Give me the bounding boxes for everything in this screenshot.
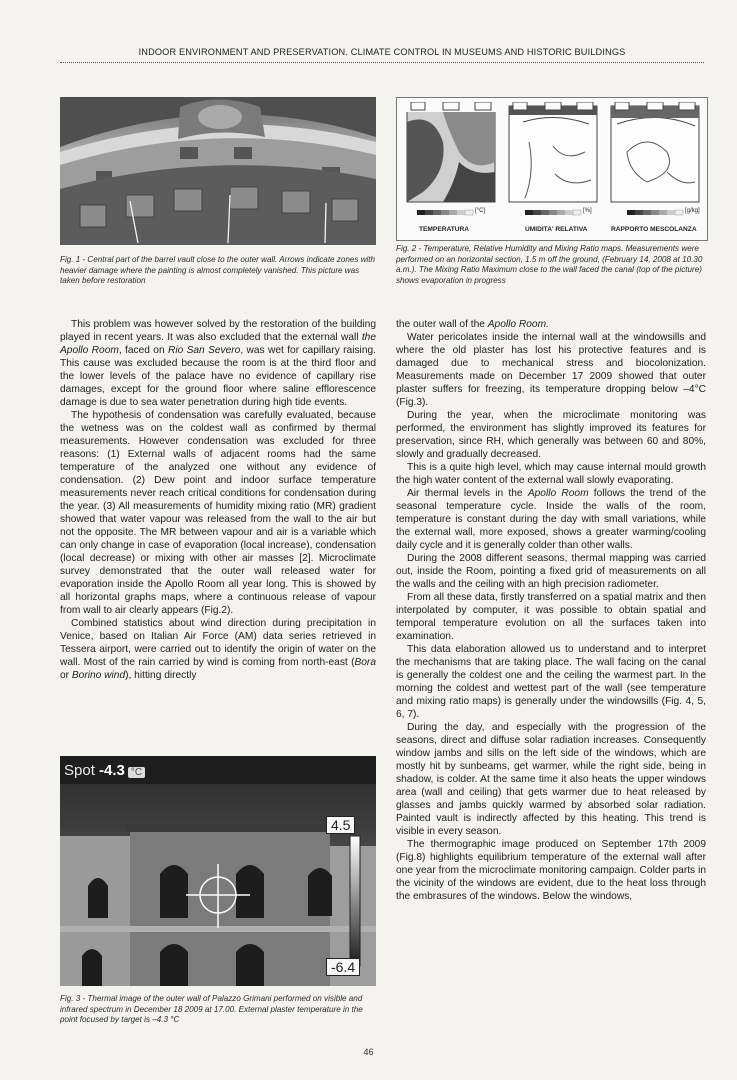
color-scales	[403, 208, 703, 218]
page-number: 46	[363, 1047, 374, 1057]
mixing-ratio-map	[607, 102, 703, 206]
right-paragraph-3: During the year, when the microclimate monitoring was performed, the environment has slightly improved its features for preservation, since RH, which generally was between 60 and 80%, slowly and gradually decreased.	[396, 410, 706, 460]
figure-3-caption: Fig. 3 - Thermal image of the outer wall of Palazzo Grimani performed on visible and infrared spectrum in December 18 2009 at 17.00. External plaster temperature in the point focused by target is –4.3 °C	[60, 994, 363, 1025]
figure-2	[396, 97, 708, 241]
spot-unit: °C	[128, 767, 145, 778]
left-paragraph-3: Combined statistics about wind direction during precipitation in Venice, based on Italian Air Force (AM) data series retrieved in Tessera airport, were carried out to identify the origin of water on the wall. Most of the rain carried by wind is coming from north-east (Bora or Borino wind), hitting directly	[60, 618, 376, 681]
right-paragraph-4: This is a quite high level, which may cause internal mould growth the high water content of the external wall slowly evaporating.	[396, 462, 706, 486]
thermal-image	[60, 756, 376, 986]
right-paragraph-7: From all these data, firstly transferred on a spatial matrix and then interpolated by computer, it was possible to obtain spatial and temporal temperature evolution on all the surfaces taken into examination.	[396, 592, 706, 642]
running-header: INDOOR ENVIRONMENT AND PRESERVATION. CLIMATE CONTROL IN MUSEUMS AND HISTORIC BUILDINGS	[138, 47, 626, 57]
temperature-map	[403, 102, 499, 206]
right-paragraph-8: This data elaboration allowed us to understand and to interpret the mechanisms that are taking place. The wall facing on the canal is generally the coldest one and the ceiling the warmest part. In the morning the coldest and wettest part of the wall (see temperature and mixing ratio maps) is generally under the windowsills (Fig. 4, 5, 6, 7).	[396, 644, 706, 720]
spot-label: Spot	[64, 762, 95, 779]
left-column	[60, 318, 376, 682]
humidity-unit: [%]	[583, 208, 592, 214]
spot-value: -4.3	[99, 762, 125, 779]
mixing-label: RAPPORTO MESCOLANZA	[611, 226, 697, 233]
humidity-map	[505, 102, 601, 206]
header-divider	[60, 62, 704, 63]
mixing-unit: [g/kg]	[685, 208, 700, 214]
figure-2-caption: Fig. 2 - Temperature, Relative Humidity and Mixing Ratio maps. Measurements were performed on an horizontal section, 1.5 m off the ground, (February 14, 2008 at 10.30 a.m.). The Mixing Ratio Maximum close to the wall faced the canal (top of the picture) shows evaporation in progress	[396, 244, 703, 285]
right-paragraph-5: Air thermal levels in the Apollo Room follows the trend of the seasonal temperature cycle. Inside the walls of the room, temperature is constant during the day with small variations, while the external wall, more exposed, shows a greater warming/cooling daily cycle and it is generally colder than other walls.	[396, 488, 706, 551]
temperature-label: TEMPERATURA	[419, 226, 470, 233]
left-paragraph-2: The hypothesis of condensation was carefully evaluated, because the wetness was on the coldest wall as confirmed by thermal measurements. However condensation was excluded for three reasons: (1) External walls of adjacent rooms had the same temperature of the analyzed one without any evidence of condensation. (2) Dew point and indoor surface temperature measurements never reach critical conditions for condensation during the year. (3) All measurements of humidity mixing ratio (MR) gradient showed that water vapour was released from the wall to the air but not the opposite. The MR between vapour and air is a variable which can only change in case of evaporation (local increase), condensation (local decrease) or mixing with other air masses [2]. Microclimate survey demonstrated that the outer wall released water for evaporation inside the Apollo Room all year long. This is showed by all horizontal graphs maps, where a continuous release of vapour from wall to air clearly appears (Fig.2).	[60, 410, 376, 616]
right-paragraph-9: During the day, and especially with the progression of the seasons, direct and diffuse solar radiation increases. Consequently window jambs and sills on the left side of the windows, which are mostly hit by sunbeams, get warmer, while the right side, being in shadow, is colder. At the same time it also heats the upper windows area (wall and ceiling) that gets warmer due to heat released by glasses and jambs quickly warmed by absorbed solar radiation. Painted vault is indirectly affected by this heating. This trend is visible in every season.	[396, 722, 706, 837]
left-paragraph-1: This problem was however solved by the restoration of the building played in recent years. It was also excluded that the external wall the Apollo Room, faced on Rio San Severo, was wet for capillary raising. This cause was excluded because the room is at the third floor and the lower levels of the palace have no evidence of capillary rise damages, except for the ground floor where saline efflorescence damage is due to sea water penetration during high tide events.	[60, 319, 376, 408]
humidity-label: UMIDITA' RELATIVA	[525, 226, 588, 233]
figure-1-caption: Fig. 1 - Central part of the barrel vault close to the outer wall. Arrows indicate zones with heavier damage where the painting is almost completely vanished. This picture was taken before restoration	[60, 255, 376, 286]
spot-readout	[64, 762, 145, 779]
right-paragraph-1: the outer wall of the Apollo Room.	[396, 319, 549, 330]
right-paragraph-10: The thermographic image produced on September 17th 2009 (Fig.8) highlights equilibrium temperature of the external wall after one year from the microclimate monitoring campaign. Colder parts in the vicinity of the windows are evident, due to the heat loss through the embrasures of the windows. Below the windows,	[396, 839, 706, 902]
right-column	[396, 318, 706, 903]
vault-photo	[60, 97, 376, 245]
right-paragraph-2: Water pericolates inside the internal wall at the windowsills and where the old plaster has lost his protective features and is damaged due to mechanical stress and biocolonization. Measurements made on December 17 2009 showed that outer plaster suffers for freezing, its temperature dropping below –4°C (Fig.3).	[396, 332, 706, 408]
right-paragraph-6: During the 2008 different seasons, thermal mapping was carried out, inside the Room, pointing a fixed grid of measurements on all the walls and the ceiling with an high precision radiometer.	[396, 553, 706, 590]
scale-min: -6.4	[326, 958, 360, 976]
figure-3	[60, 756, 376, 986]
figure-1	[60, 97, 376, 245]
scale-max: 4.5	[326, 816, 355, 834]
temperature-unit: [°C]	[475, 208, 486, 214]
